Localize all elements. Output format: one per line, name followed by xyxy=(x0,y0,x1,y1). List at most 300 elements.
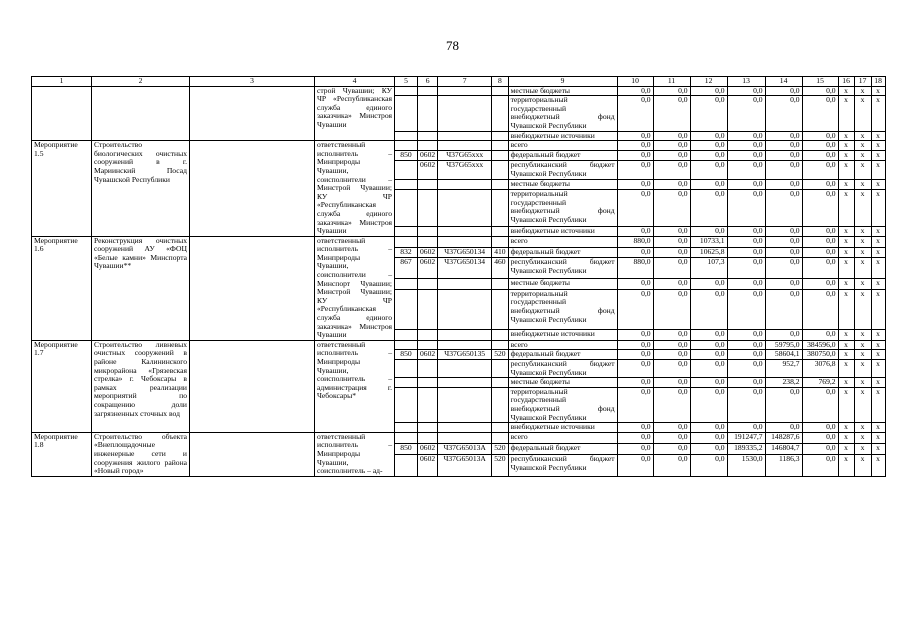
x-cell: x xyxy=(838,236,854,247)
amount-cell: 0,0 xyxy=(690,378,727,388)
amount-cell: 0,0 xyxy=(653,141,690,151)
amount-cell: 0,0 xyxy=(765,423,802,433)
x-cell: x xyxy=(838,455,854,476)
amount-cell: 0,0 xyxy=(802,96,838,131)
section-code xyxy=(418,340,438,350)
x-cell: x xyxy=(871,350,885,360)
grbs-code xyxy=(395,378,418,388)
x-cell: x xyxy=(854,340,871,350)
section-code: 0602 xyxy=(418,444,438,455)
amount-cell: 0,0 xyxy=(617,289,653,329)
expense-type-code xyxy=(492,189,508,226)
amount-cell: 0,0 xyxy=(617,455,653,476)
amount-cell: 0,0 xyxy=(765,161,802,180)
amount-cell: 0,0 xyxy=(727,387,765,422)
amount-cell: 146804,7 xyxy=(765,444,802,455)
x-cell: x xyxy=(871,444,885,455)
x-cell: x xyxy=(838,179,854,189)
expense-type-code xyxy=(492,378,508,388)
amount-cell: 0,0 xyxy=(765,141,802,151)
x-cell: x xyxy=(838,86,854,96)
amount-cell: 0,0 xyxy=(653,258,690,279)
amount-cell: 0,0 xyxy=(802,423,838,433)
amount-cell: 880,0 xyxy=(617,236,653,247)
x-cell: x xyxy=(871,329,885,340)
target-article-code: Ч37G65ххх xyxy=(438,151,492,161)
x-cell: x xyxy=(854,350,871,360)
grbs-code xyxy=(395,387,418,422)
section-code xyxy=(418,226,438,236)
x-cell: x xyxy=(838,247,854,258)
amount-cell: 0,0 xyxy=(690,455,727,476)
amount-cell: 0,0 xyxy=(727,350,765,360)
amount-cell: 0,0 xyxy=(690,161,727,180)
amount-cell: 0,0 xyxy=(653,455,690,476)
amount-cell: 0,0 xyxy=(653,329,690,340)
funding-source: республиканский бюджет Чувашской Республики xyxy=(508,360,617,378)
activity-name xyxy=(92,86,190,141)
expense-type-code xyxy=(492,423,508,433)
amount-cell: 0,0 xyxy=(617,131,653,141)
x-cell: x xyxy=(871,289,885,329)
responsible-executor: строй Чувашии; КУ ЧР «Республиканская служба единого заказчика» Минстроя Чувашии xyxy=(315,86,395,141)
expense-type-code xyxy=(492,226,508,236)
amount-cell: 0,0 xyxy=(653,179,690,189)
amount-cell: 0,0 xyxy=(765,258,802,279)
funding-source: территориальный государственный внебюджетный фонд Чувашской Республики xyxy=(508,189,617,226)
amount-cell: 0,0 xyxy=(653,279,690,290)
activity-empty-cell xyxy=(190,86,315,141)
x-cell: x xyxy=(838,444,854,455)
x-cell: x xyxy=(854,444,871,455)
x-cell: x xyxy=(871,226,885,236)
amount-cell: 0,0 xyxy=(653,423,690,433)
amount-cell: 0,0 xyxy=(802,236,838,247)
amount-cell: 0,0 xyxy=(617,161,653,180)
column-number: 3 xyxy=(190,77,315,87)
x-cell: x xyxy=(838,189,854,226)
amount-cell: 0,0 xyxy=(653,86,690,96)
amount-cell: 0,0 xyxy=(727,340,765,350)
x-cell: x xyxy=(854,258,871,279)
activity-number: Мероприятие 1.6 xyxy=(32,236,92,340)
column-number: 9 xyxy=(508,77,617,87)
expense-type-code xyxy=(492,151,508,161)
target-article-code xyxy=(438,179,492,189)
amount-cell: 0,0 xyxy=(765,179,802,189)
section-code xyxy=(418,329,438,340)
x-cell: x xyxy=(871,432,885,443)
funding-source: республиканский бюджет Чувашской Республики xyxy=(508,455,617,476)
grbs-code: 832 xyxy=(395,247,418,258)
target-article-code: Ч37G65013А xyxy=(438,444,492,455)
x-cell: x xyxy=(838,151,854,161)
activity-empty-cell xyxy=(190,236,315,340)
amount-cell: 0,0 xyxy=(690,350,727,360)
section-code: 0602 xyxy=(418,258,438,279)
target-article-code xyxy=(438,289,492,329)
grbs-code xyxy=(395,141,418,151)
expense-type-code xyxy=(492,179,508,189)
column-number: 11 xyxy=(653,77,690,87)
x-cell: x xyxy=(854,360,871,378)
activity-empty-cell xyxy=(190,340,315,432)
amount-cell: 0,0 xyxy=(653,340,690,350)
table-row xyxy=(32,432,886,443)
x-cell: x xyxy=(854,179,871,189)
table-row xyxy=(32,340,886,350)
amount-cell: 0,0 xyxy=(802,289,838,329)
amount-cell: 0,0 xyxy=(802,141,838,151)
activity-name: Строительство ливневых очистных сооружений в районе Калининского микрорайона «Грязевская стрелка» г. Чебоксары в рамках реализации мероприятий по сокращению доли загрязненных сточных вод xyxy=(92,340,190,432)
x-cell: x xyxy=(854,455,871,476)
amount-cell: 0,0 xyxy=(690,423,727,433)
target-article-code xyxy=(438,279,492,290)
funding-source: внебюджетные источники xyxy=(508,226,617,236)
amount-cell: 0,0 xyxy=(690,289,727,329)
amount-cell: 0,0 xyxy=(653,189,690,226)
amount-cell: 0,0 xyxy=(653,96,690,131)
amount-cell: 0,0 xyxy=(802,279,838,290)
section-code xyxy=(418,86,438,96)
amount-cell: 0,0 xyxy=(653,444,690,455)
x-cell: x xyxy=(854,161,871,180)
table-row xyxy=(32,141,886,151)
grbs-code: 850 xyxy=(395,350,418,360)
funding-source: республиканский бюджет Чувашской Республики xyxy=(508,258,617,279)
amount-cell: 0,0 xyxy=(617,444,653,455)
amount-cell: 0,0 xyxy=(617,151,653,161)
expense-type-code: 520 xyxy=(492,455,508,476)
grbs-code xyxy=(395,189,418,226)
amount-cell: 0,0 xyxy=(653,247,690,258)
amount-cell: 0,0 xyxy=(653,151,690,161)
target-article-code xyxy=(438,226,492,236)
amount-cell: 0,0 xyxy=(690,329,727,340)
amount-cell: 238,2 xyxy=(765,378,802,388)
amount-cell: 0,0 xyxy=(802,432,838,443)
amount-cell: 380750,0 xyxy=(802,350,838,360)
amount-cell: 0,0 xyxy=(727,423,765,433)
amount-cell: 0,0 xyxy=(727,236,765,247)
section-code xyxy=(418,432,438,443)
amount-cell: 0,0 xyxy=(617,360,653,378)
amount-cell: 0,0 xyxy=(727,226,765,236)
amount-cell: 1186,3 xyxy=(765,455,802,476)
amount-cell: 107,3 xyxy=(690,258,727,279)
section-code xyxy=(418,179,438,189)
expense-type-code xyxy=(492,340,508,350)
target-article-code xyxy=(438,329,492,340)
amount-cell: 0,0 xyxy=(690,387,727,422)
amount-cell: 0,0 xyxy=(802,161,838,180)
funding-source: местные бюджеты xyxy=(508,179,617,189)
x-cell: x xyxy=(854,151,871,161)
amount-cell: 0,0 xyxy=(617,378,653,388)
amount-cell: 0,0 xyxy=(727,279,765,290)
page-number: 78 xyxy=(446,38,459,53)
target-article-code xyxy=(438,86,492,96)
x-cell: x xyxy=(838,279,854,290)
x-cell: x xyxy=(871,86,885,96)
amount-cell: 0,0 xyxy=(802,258,838,279)
column-number: 10 xyxy=(617,77,653,87)
x-cell: x xyxy=(838,329,854,340)
amount-cell: 0,0 xyxy=(653,360,690,378)
amount-cell: 0,0 xyxy=(690,151,727,161)
grbs-code xyxy=(395,179,418,189)
responsible-executor: ответственный исполнитель – Минприроды Чувашии, соисполнители – Минстрой Чувашии; КУ ЧР «Республиканская служба единого заказчика» Минстроя Чувашии xyxy=(315,141,395,237)
amount-cell: 0,0 xyxy=(802,189,838,226)
expense-type-code xyxy=(492,329,508,340)
amount-cell: 0,0 xyxy=(727,131,765,141)
expense-type-code: 520 xyxy=(492,444,508,455)
target-article-code xyxy=(438,360,492,378)
responsible-executor: ответственный исполнитель – Минприроды Чувашии, соисполнитель – ад- xyxy=(315,432,395,476)
amount-cell: 0,0 xyxy=(765,387,802,422)
amount-cell: 0,0 xyxy=(617,247,653,258)
grbs-code xyxy=(395,423,418,433)
x-cell: x xyxy=(871,96,885,131)
amount-cell: 0,0 xyxy=(690,189,727,226)
target-article-code: Ч37G650135 xyxy=(438,350,492,360)
amount-cell: 0,0 xyxy=(690,86,727,96)
funding-source: местные бюджеты xyxy=(508,378,617,388)
amount-cell: 1530,0 xyxy=(727,455,765,476)
x-cell: x xyxy=(854,378,871,388)
amount-cell: 384596,0 xyxy=(802,340,838,350)
amount-cell: 0,0 xyxy=(617,329,653,340)
amount-cell: 0,0 xyxy=(653,350,690,360)
amount-cell: 0,0 xyxy=(617,340,653,350)
amount-cell: 0,0 xyxy=(765,151,802,161)
amount-cell: 0,0 xyxy=(802,179,838,189)
amount-cell: 0,0 xyxy=(765,86,802,96)
amount-cell: 0,0 xyxy=(802,387,838,422)
activity-number: Мероприятие 1.8 xyxy=(32,432,92,476)
amount-cell: 10733,1 xyxy=(690,236,727,247)
column-number: 13 xyxy=(727,77,765,87)
x-cell: x xyxy=(838,96,854,131)
amount-cell: 0,0 xyxy=(690,179,727,189)
amount-cell: 0,0 xyxy=(765,96,802,131)
expense-type-code xyxy=(492,432,508,443)
column-number: 15 xyxy=(802,77,838,87)
grbs-code xyxy=(395,432,418,443)
grbs-code: 850 xyxy=(395,151,418,161)
amount-cell: 0,0 xyxy=(617,350,653,360)
amount-cell: 0,0 xyxy=(727,289,765,329)
x-cell: x xyxy=(854,131,871,141)
x-cell: x xyxy=(838,340,854,350)
x-cell: x xyxy=(838,131,854,141)
amount-cell: 0,0 xyxy=(690,444,727,455)
target-article-code xyxy=(438,189,492,226)
amount-cell: 0,0 xyxy=(727,378,765,388)
activity-empty-cell xyxy=(190,141,315,237)
x-cell: x xyxy=(854,329,871,340)
x-cell: x xyxy=(838,141,854,151)
funding-source: всего xyxy=(508,340,617,350)
x-cell: x xyxy=(871,161,885,180)
column-number: 16 xyxy=(838,77,854,87)
budget-table xyxy=(31,76,886,477)
table-row xyxy=(32,236,886,247)
amount-cell: 0,0 xyxy=(802,329,838,340)
section-code xyxy=(418,236,438,247)
expense-type-code xyxy=(492,289,508,329)
column-number: 8 xyxy=(492,77,508,87)
x-cell: x xyxy=(838,423,854,433)
responsible-executor: ответственный исполнитель – Минприроды Чувашии, соисполнители – Минспорт Чувашии; Минстрой Чувашии; КУ ЧР «Республиканская служба единого заказчика» Минстроя Чувашии xyxy=(315,236,395,340)
funding-source: федеральный бюджет xyxy=(508,350,617,360)
x-cell: x xyxy=(854,279,871,290)
column-number-row xyxy=(32,77,886,87)
x-cell: x xyxy=(871,423,885,433)
section-code: 0602 xyxy=(418,350,438,360)
amount-cell: 191247,7 xyxy=(727,432,765,443)
amount-cell: 0,0 xyxy=(653,432,690,443)
grbs-code xyxy=(395,96,418,131)
amount-cell: 10625,8 xyxy=(690,247,727,258)
amount-cell: 0,0 xyxy=(617,179,653,189)
amount-cell: 0,0 xyxy=(690,432,727,443)
amount-cell: 0,0 xyxy=(617,96,653,131)
expense-type-code xyxy=(492,161,508,180)
amount-cell: 769,2 xyxy=(802,378,838,388)
x-cell: x xyxy=(871,360,885,378)
section-code: 0602 xyxy=(418,151,438,161)
x-cell: x xyxy=(854,141,871,151)
column-number: 17 xyxy=(854,77,871,87)
target-article-code xyxy=(438,141,492,151)
x-cell: x xyxy=(854,423,871,433)
amount-cell: 0,0 xyxy=(617,226,653,236)
section-code: 0602 xyxy=(418,247,438,258)
expense-type-code: 520 xyxy=(492,350,508,360)
amount-cell: 0,0 xyxy=(690,96,727,131)
column-number: 6 xyxy=(418,77,438,87)
activity-number: Мероприятие 1.5 xyxy=(32,141,92,237)
x-cell: x xyxy=(838,378,854,388)
amount-cell: 952,7 xyxy=(765,360,802,378)
grbs-code xyxy=(395,455,418,476)
x-cell: x xyxy=(871,236,885,247)
section-code xyxy=(418,141,438,151)
amount-cell: 0,0 xyxy=(765,131,802,141)
activity-number xyxy=(32,86,92,141)
funding-source: местные бюджеты xyxy=(508,279,617,290)
section-code xyxy=(418,131,438,141)
expense-type-code xyxy=(492,279,508,290)
amount-cell: 0,0 xyxy=(653,289,690,329)
funding-source: внебюджетные источники xyxy=(508,131,617,141)
amount-cell: 3076,8 xyxy=(802,360,838,378)
amount-cell: 148287,6 xyxy=(765,432,802,443)
amount-cell: 0,0 xyxy=(727,151,765,161)
x-cell: x xyxy=(871,141,885,151)
funding-source: федеральный бюджет xyxy=(508,151,617,161)
funding-source: территориальный государственный внебюджетный фонд Чувашской Республики xyxy=(508,289,617,329)
grbs-code: 850 xyxy=(395,444,418,455)
amount-cell: 0,0 xyxy=(617,86,653,96)
funding-source: территориальный государственный внебюджетный фонд Чувашской Республики xyxy=(508,387,617,422)
expense-type-code xyxy=(492,96,508,131)
x-cell: x xyxy=(871,151,885,161)
target-article-code xyxy=(438,340,492,350)
funding-source: республиканский бюджет Чувашской Республики xyxy=(508,161,617,180)
activity-name: Строительство биологических очистных сооружений в г. Мариинский Посад Чувашской Республики xyxy=(92,141,190,237)
section-code xyxy=(418,360,438,378)
x-cell: x xyxy=(854,86,871,96)
funding-source: местные бюджеты xyxy=(508,86,617,96)
funding-source: территориальный государственный внебюджетный фонд Чувашской Республики xyxy=(508,96,617,131)
amount-cell: 0,0 xyxy=(802,226,838,236)
amount-cell: 0,0 xyxy=(690,279,727,290)
activity-name: Строительство объекта «Внеплощадочные инженерные сети и сооружения жилого района «Новый город» xyxy=(92,432,190,476)
amount-cell: 0,0 xyxy=(653,236,690,247)
amount-cell: 0,0 xyxy=(617,432,653,443)
activity-name: Реконструкция очистных сооружений АУ «ФОЦ «Белые камни» Минспорта Чувашии** xyxy=(92,236,190,340)
funding-source: всего xyxy=(508,141,617,151)
expense-type-code xyxy=(492,387,508,422)
x-cell: x xyxy=(854,247,871,258)
amount-cell: 0,0 xyxy=(727,247,765,258)
target-article-code: Ч37G65013А xyxy=(438,455,492,476)
grbs-code xyxy=(395,360,418,378)
x-cell: x xyxy=(871,340,885,350)
x-cell: x xyxy=(871,279,885,290)
section-code xyxy=(418,279,438,290)
x-cell: x xyxy=(871,455,885,476)
column-number: 18 xyxy=(871,77,885,87)
amount-cell: 0,0 xyxy=(765,279,802,290)
column-number: 7 xyxy=(438,77,492,87)
expense-type-code: 460 xyxy=(492,258,508,279)
section-code xyxy=(418,423,438,433)
target-article-code xyxy=(438,432,492,443)
amount-cell: 0,0 xyxy=(690,360,727,378)
amount-cell: 0,0 xyxy=(765,236,802,247)
amount-cell: 0,0 xyxy=(765,247,802,258)
amount-cell: 0,0 xyxy=(653,387,690,422)
x-cell: x xyxy=(871,258,885,279)
x-cell: x xyxy=(838,360,854,378)
expense-type-code: 410 xyxy=(492,247,508,258)
amount-cell: 0,0 xyxy=(727,360,765,378)
amount-cell: 0,0 xyxy=(690,131,727,141)
target-article-code xyxy=(438,236,492,247)
amount-cell: 0,0 xyxy=(727,329,765,340)
column-number: 12 xyxy=(690,77,727,87)
amount-cell: 0,0 xyxy=(617,141,653,151)
grbs-code xyxy=(395,289,418,329)
x-cell: x xyxy=(854,236,871,247)
grbs-code xyxy=(395,131,418,141)
grbs-code xyxy=(395,161,418,180)
section-code: 0602 xyxy=(418,455,438,476)
column-number: 2 xyxy=(92,77,190,87)
amount-cell: 0,0 xyxy=(802,86,838,96)
amount-cell: 0,0 xyxy=(653,161,690,180)
amount-cell: 0,0 xyxy=(802,131,838,141)
amount-cell: 58604,1 xyxy=(765,350,802,360)
amount-cell: 0,0 xyxy=(617,189,653,226)
expense-type-code xyxy=(492,360,508,378)
x-cell: x xyxy=(838,226,854,236)
section-code xyxy=(418,289,438,329)
amount-cell: 0,0 xyxy=(690,340,727,350)
